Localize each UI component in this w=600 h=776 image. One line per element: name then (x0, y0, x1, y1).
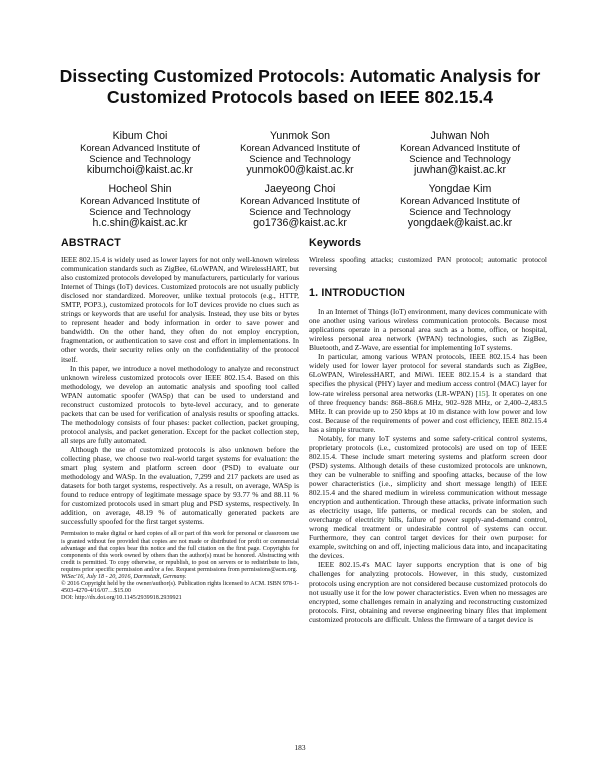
author-name: Hocheol Shin (108, 183, 172, 196)
right-column (309, 237, 547, 624)
author-email[interactable]: yunmok00@kaist.ac.kr (246, 164, 354, 177)
intro-text: In particular, among various WPAN protocols, IEEE 802.15.4 has been widely used for lower layer protocol for several standards such as ZigBee, 6LoWPAN, WirelessHART, and MiWi. IEEE 802.15.4 is a standard that specifies the physical (PHY) layer and medium access control (MAC) layer for low-rate wireless personal area networks (LR-WPAN) [ (309, 352, 547, 398)
author-name: Yongdae Kim (428, 183, 492, 196)
abstract-paragraph: IEEE 802.15.4 is widely used as lower layers for not only well-known wireless communication standards such as ZigBee, 6LoWPAN, and WirelessHART, but also customized protocols developed by manufacturers, particularly for various Internet of Things (IoT) devices. Customized protocols are not usually publicly disclosed nor standardized. Moreover, unlike textual protocols (e.g., HTTP, SMTP, POP3.), customized protocols for IoT devices provide no clues such as strings or keywords that are useful for analysis. Instead, they use bits or bytes to represent header and body information in order to save power and bandwidth. On the other hand, they often do not employ encryption, fragmentation, or authentication to save cost and effort in implementations. In other words, their security relies only on the confidentiality of the protocol itself. (61, 255, 299, 364)
intro-paragraph (309, 352, 547, 433)
author-email[interactable]: juwhan@kaist.ac.kr (413, 164, 506, 177)
author-name: Juhwan Noh (430, 130, 490, 142)
keywords-text: Wireless spoofing attacks; customized PAN protocol; automatic protocol reversing (309, 255, 547, 274)
author-affiliation: Korean Advanced Institute of Science and Technology (400, 195, 520, 217)
abstract-section (61, 237, 299, 526)
left-column (61, 237, 299, 602)
citation-link[interactable]: 15 (478, 388, 486, 398)
intro-paragraph: In an Internet of Things (IoT) environment, many devices communicate with one another using various wireless communication protocols. Because most applications operate in a personal area such as a home, office, or hospital, wireless personal area network (WPAN) technologies, such as ZigBee, Bluetooth, and Z-Wave, are essential for implementing IoT systems. (309, 307, 547, 353)
introduction-section (309, 287, 547, 624)
author-card (380, 130, 540, 177)
author-affiliation: Korean Advanced Institute of Science and Technology (80, 195, 200, 217)
intro-paragraph: Notably, for many IoT systems and some safety-critical control systems, proprietary protocols (i.e., customized protocols) are used on top of IEEE 802.15.4. These include smart metering systems and platform screen door (PSD) systems. Although details of these customized protocols are unknown, they can be vulnerable to sniffing and spoofing attacks, because of the low power characteristics (i.e., simplicity and short message length) of IEEE 802.15.4 and the shared medium in wireless communication without message encryption and authentication. Through these attacks, private information such as electricity usage, life patterns, or medical records can be stolen, and overcharge of electricity bills, failure of power supply-and-demand control, wrong medical treatment or undesirable control of systems can occur. Furthermore, they can control target devices for their own purpose: for example, switching on and off, injecting malicious data into, and incapacitating the devices. (309, 433, 547, 561)
author-card (60, 183, 220, 230)
author-name: Kibum Choi (112, 130, 168, 142)
author-email[interactable]: kibumchoi@kaist.ac.kr (86, 164, 194, 177)
author-card (220, 183, 380, 230)
keywords-section (309, 237, 547, 273)
author-card (60, 130, 220, 177)
abstract-paragraph: In this paper, we introduce a novel methodology to analyze and reconstruct unknown wireless customized protocols over IEEE 802.15.4. Based on this methodology, we develop an automatic analysis and spoofing tool called WPAN automatic spoofer (WASp) that can be used to understand and reconstruct customized protocols to byte-level accuracy, and to generate packets that can be used for verification of analysis results or spoofing attacks. The methodology consists of four phases: packet collection, packet grouping, protocol analysis, and packet generation. Except for the packet collection step, all steps are fully automated. (61, 363, 299, 445)
paper-title (40, 66, 560, 108)
author-name: Yunmok Son (269, 130, 331, 142)
permission-text: Permission to make digital or hard copies of all or part of this work for personal or classroom use is granted without fee provided that copies are not made or distributed for profit or commercial advantage and that copies bear this notice and the full citation on the first page. Copyrights for components of this work owned by others than the author(s) must be honored. Abstracting with credit is permitted. To copy otherwise, or republish, to post on servers or to redistribute to lists, requires prior specific permission and/or a fee. Request permissions from permissions@acm.org. (61, 531, 299, 573)
author-card (220, 130, 380, 177)
page-number: 183 (294, 743, 306, 752)
intro-paragraph: IEEE 802.15.4's MAC layer supports encryption that is one of big challenges for analyzing protocols. However, in this study, customized protocols using encryption are not considered because customized protocols do not usually use it for the low power characteristics. Even when no messages are encrypted, some challenges remain in analyzing and reconstructing customized protocols. First, obtaining and reverse engineering binary files that implement customized protocols are difficult. Unless the firmware of a target device is (309, 560, 547, 624)
venue-line: WiSec'16, July 18 - 20, 2016, Darmstadt, Germany. (61, 573, 187, 580)
author-block (60, 130, 540, 230)
author-email[interactable]: go1736@kaist.ac.kr (253, 217, 347, 230)
author-affiliation: Korean Advanced Institute of Science and Technology (400, 142, 520, 164)
intro-text: ]. It operates on one of three frequency bands: 868–868.6 MHz, 902–928 MHz, or 2,400–2,483.5 MHz. It can provide up to 250 kbps at 10 m distance with low power and low cost. Because of the requirements of power and cost efficiency, IEEE 802.15.4 has a simple structure. (309, 388, 547, 434)
copyright-line: © 2016 Copyright held by the owner/author(s). Publication rights licensed to ACM. ISBN 978-1-4503-4270-4/16/07…$15.00 (61, 581, 299, 595)
author-affiliation: Korean Advanced Institute of Science and Technology (80, 142, 200, 164)
abstract-heading: ABSTRACT (61, 237, 121, 249)
author-email[interactable]: h.c.shin@kaist.ac.kr (92, 217, 188, 230)
author-affiliation: Korean Advanced Institute of Science and Technology (240, 142, 360, 164)
author-affiliation: Korean Advanced Institute of Science and Technology (240, 195, 360, 217)
author-email[interactable]: yongdaek@kaist.ac.kr (407, 217, 513, 230)
title-line-1: Dissecting Customized Protocols: Automatic Analysis for (59, 66, 541, 86)
author-name: Jaeyeong Choi (264, 183, 336, 196)
abstract-paragraph: Although the use of customized protocols is also unknown before the collecting phase, we choose two real-world target systems for evaluation: the smart plug system and platform screen door (PSD) to evaluate our methodology and WASp. In the evaluation, 7,299 and 217 packets are used as datasets for both target systems, respectively. As a result, on average, WASp is found to reduce entropy of legitimate message space by 93.77 % and 88.11 % for customized protocols used in smart plug and PSD systems, respectively. In addition, on average, 48.19 % of automatically generated packets are successfully spoofed for the first target systems. (61, 444, 299, 527)
introduction-heading: 1. INTRODUCTION (309, 287, 405, 300)
author-card (380, 183, 540, 230)
doi-line[interactable]: DOI: http://dx.doi.org/10.1145/2939918.2939921 (61, 595, 182, 602)
title-line-2: Customized Protocols based on IEEE 802.15.4 (106, 87, 494, 107)
permission-notice (61, 531, 299, 602)
keywords-heading: Keywords (309, 237, 362, 249)
